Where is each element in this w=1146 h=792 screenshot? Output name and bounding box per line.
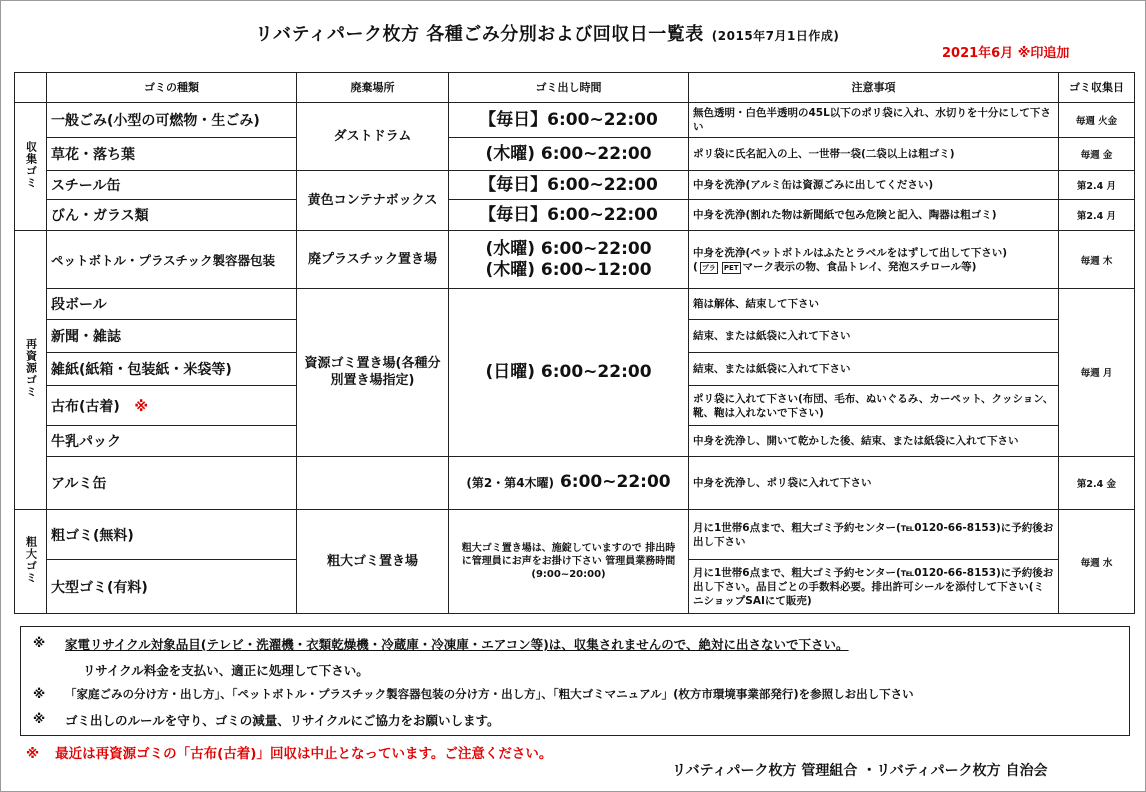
header-note: 注意事項 — [689, 73, 1059, 103]
time-bulky: 粗大ゴミ置き場は、施錠していますので 排出時に管理員にお声をお掛け下さい 管理員業務時間(9:00~20:00) — [449, 510, 689, 614]
category-resource: 再資源ゴミ — [15, 231, 47, 510]
cloth-asterisk: ※ — [134, 398, 149, 415]
note-plastic-1: 中身を洗浄(ペットボトルはふたとラベルをはずして出して下さい) — [693, 246, 1008, 259]
note-bulky-paid: 月に1世帯6点まで、粗大ゴミ予約センター(℡0120-66-8153)に予約後お出し下さい。品目ごとの手数料必要。排出許可シールを添付して下さい(ミニショップSAIにて販売) — [689, 560, 1059, 614]
item-cardboard: 段ボール — [47, 289, 297, 320]
item-bulky-free: 粗ゴミ(無料) — [47, 510, 297, 560]
red-notice: ※ 最近は再資源ゴミの「古布(古着)」回収は中止となっています。ご注意ください。 — [26, 746, 553, 762]
table-row — [15, 231, 1135, 289]
category-bulky: 粗大ゴミ — [15, 510, 47, 614]
item-steel: スチール缶 — [47, 171, 297, 200]
table-row — [15, 510, 1135, 560]
note-bulky-free: 月に1世帯6点まで、粗大ゴミ予約センター(℡0120-66-8153)に予約後お出し下さい — [689, 510, 1059, 560]
note-plastic-2: ( プラ PET マーク表示の物、食品トレイ、発泡スチロール等) — [693, 260, 977, 273]
item-grass: 草花・落ち葉 — [47, 138, 297, 171]
note-general: 無色透明・白色半透明の45L以下のポリ袋に入れ、水切りを十分にして下さい — [689, 102, 1059, 137]
table-row — [15, 171, 1135, 200]
item-plastic: ペットボトル・プラスチック製容器包装 — [47, 231, 297, 289]
note-newspaper: 結束、または紙袋に入れて下さい — [689, 320, 1059, 353]
note-grass: ポリ袋に氏名記入の上、一世帯一袋(二袋以上は粗ゴミ) — [689, 138, 1059, 171]
day-plastic: 毎週 木 — [1059, 231, 1135, 289]
note-plastic — [689, 231, 1059, 289]
category-collection: 収集ゴミ — [15, 102, 47, 230]
created-date: (2015年7月1日作成) — [711, 29, 840, 43]
place-yellow-container: 黄色コンテナボックス — [297, 171, 449, 231]
time-plastic-thu: (木曜) 6:00~12:00 — [485, 259, 652, 280]
note-milk: 中身を洗浄し、開いて乾かした後、結束、または紙袋に入れて下さい — [689, 425, 1059, 456]
time-general: 【毎日】6:00~22:00 — [449, 102, 689, 137]
day-grass: 毎週 金 — [1059, 138, 1135, 171]
time-grass: (木曜) 6:00~22:00 — [449, 138, 689, 171]
place-bulky: 粗大ゴミ置き場 — [297, 510, 449, 614]
table-row — [15, 200, 1135, 231]
time-steel: 【毎日】6:00~22:00 — [449, 171, 689, 200]
day-bulky: 毎週 水 — [1059, 510, 1135, 614]
table-row — [15, 456, 1135, 510]
item-glass: びん・ガラス類 — [47, 200, 297, 231]
header-place: 廃棄場所 — [297, 73, 449, 103]
day-steel: 第2.4 月 — [1059, 171, 1135, 200]
header-type: ゴミの種類 — [47, 73, 297, 103]
notes-box: ※ 家電リサイクル対象品目(テレビ・洗濯機・衣類乾燥機・冷蔵庫・冷凍庫・エアコン等)は、収集されませんので、絶対に出さないで下さい。 リサイクル料金を支払い、適正に処理して下さい。 ※ 「家庭ごみの分け方・出し方」、「ペットボトル・プラスチック製容器包装の分け方・出し方」、「粗大ゴミマニュアル」(枚方市環境事業部発行)を参照しお出し下さい ※ ゴミ出しのルールを守り、ゴミの減量、リサイクルにご協力をお願いします。 — [20, 626, 1130, 736]
item-cloth: 古布(古着) ※ — [47, 386, 297, 425]
time-plastic — [449, 231, 689, 289]
title-text: リバティパーク枚方 各種ごみ分別および回収日一覧表 — [255, 24, 704, 45]
table-row — [15, 289, 1135, 320]
table-row — [15, 102, 1135, 137]
item-milk: 牛乳パック — [47, 425, 297, 456]
note-paper: 結束、または紙袋に入れて下さい — [689, 353, 1059, 386]
note-cardboard: 箱は解体、結束して下さい — [689, 289, 1059, 320]
day-general: 毎週 火金 — [1059, 102, 1135, 137]
place-resource: 資源ゴミ置き場(各種分別置き場指定) — [297, 289, 449, 457]
day-glass: 第2.4 月 — [1059, 200, 1135, 231]
time-glass: 【毎日】6:00~22:00 — [449, 200, 689, 231]
item-paper: 雑紙(紙箱・包装紙・米袋等) — [47, 353, 297, 386]
table-row — [15, 138, 1135, 171]
header-row — [15, 73, 1135, 103]
header-cat — [15, 73, 47, 103]
pet-mark-icon: PET — [723, 263, 739, 272]
note-cloth: ポリ袋に入れて下さい(布団、毛布、ぬいぐるみ、カーペット、クッション、靴、鞄は入れないで下さい) — [689, 386, 1059, 425]
note-aluminum: 中身を洗浄し、ポリ袋に入れて下さい — [689, 456, 1059, 510]
addition-note: 2021年6月 ※印追加 — [942, 46, 1070, 61]
time-aluminum: (第2・第4木曜) 6:00~22:00 — [449, 456, 689, 510]
place-aluminum-empty — [297, 456, 449, 510]
page-title — [255, 20, 839, 46]
day-aluminum: 第2.4 金 — [1059, 456, 1135, 510]
item-newspaper: 新聞・雑誌 — [47, 320, 297, 353]
header-time: ゴミ出し時間 — [449, 73, 689, 103]
schedule-table — [14, 72, 1135, 614]
place-dustdrum: ダストドラム — [297, 102, 449, 170]
header-day: ゴミ収集日 — [1059, 73, 1135, 103]
item-bulky-paid: 大型ゴミ(有料) — [47, 560, 297, 614]
item-general: 一般ごみ(小型の可燃物・生ごみ) — [47, 102, 297, 137]
pla-mark-icon: プラ — [701, 263, 716, 272]
time-resource: (日曜) 6:00~22:00 — [449, 289, 689, 457]
item-aluminum: アルミ缶 — [47, 456, 297, 510]
day-resource: 毎週 月 — [1059, 289, 1135, 457]
note-steel: 中身を洗浄(アルミ缶は資源ごみに出してください) — [689, 171, 1059, 200]
place-plastic: 廃プラスチック置き場 — [297, 231, 449, 289]
footer-signature: リバティパーク枚方 管理組合 ・リバティパーク枚方 自治会 — [672, 763, 1048, 779]
note-glass: 中身を洗浄(割れた物は新聞紙で包み危険と記入、陶器は粗ゴミ) — [689, 200, 1059, 231]
time-plastic-wed: (水曜) 6:00~22:00 — [485, 238, 652, 259]
